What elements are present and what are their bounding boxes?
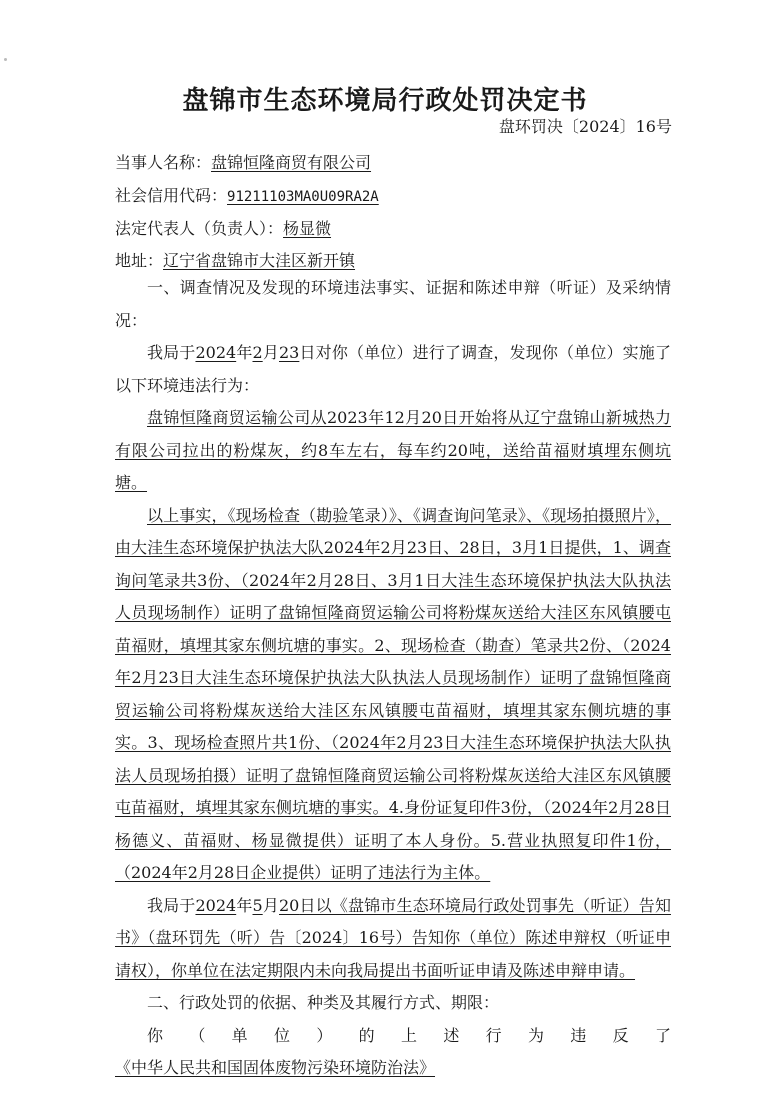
address-value: 辽宁省盘锦市大洼区新开镇 [163,251,356,270]
party-name-label: 当事人名称： [115,153,212,172]
document-body [115,272,671,1085]
address-label: 地址： [115,251,164,270]
credit-code-value: 91211103MA0U09RA2A [227,189,379,205]
legal-rep-row [115,216,331,239]
document-number: 盘环罚决〔2024〕16号 [498,117,672,136]
credit-code-row [115,183,379,206]
section1-paragraph-investigation: 我局于2024年2月23日对你（单位）进行了调查，发现你（单位）实施了以下环境违法行为： [115,343,671,395]
section1-paragraph-violation: 盘锦恒隆商贸运输公司从2023年12月20日开始将从辽宁盘锦山新城热力有限公司拉出的粉煤灰，约8车左右，每车约20吨，送给苗福财填埋东侧坑塘。 [115,408,671,492]
section2-paragraph-basis: 你（单位）的上述行为违反了《中华人民共和国固体废物污染环境防治法》 [115,1025,671,1077]
legal-rep-value: 杨显微 [283,219,332,238]
scan-speck [4,58,7,61]
section1-paragraph-evidence: 以上事实，《现场检查（勘验笔录）》、《调查询问笔录》、《现场拍摄照片》，由大洼生态环境保护执法大队2024年2月23日、28日，3月1日提供，1、调查询问笔录共3份、（2024年2月28日、3月1日大洼生态环境保护执法大队执法人员现场制作）证明了盘锦恒隆商贸运输公司将粉煤灰送给大洼区东风镇腰屯苗福财，填埋其家东侧坑塘的事实。2、现场检查（勘查）笔录共2份、（2024年2月23日大洼生态环境保护执法大队执法人员现场制作）证明了盘锦恒隆商贸运输公司将粉煤灰送给大洼区东风镇腰屯苗福财，填埋其家东侧坑塘的事实。3、现场检查照片共1份、（2024年2月23日大洼生态环境保护执法大队执法人员现场拍摄）证明了盘锦恒隆商贸运输公司将粉煤灰送给大洼区东风镇腰屯苗福财，填埋其家东侧坑塘的事实。4.身份证复印件3份，（2024年2月28日杨德义、苗福财、杨显微提供）证明了本人身份。5.营业执照复印件1份，（2024年2月28日企业提供）证明了违法行为主体。 [115,505,671,882]
section1-paragraph-notice: 我局于2024年5月20日以《盘锦市生态环境局行政处罚事先（听证）告知书》（盘环罚先（听）告〔2024〕16号）告知你（单位）陈述申辩权（听证申请权），你单位在法定期限内未向我局提出书面听证申请及陈述申辩申请。 [115,895,671,980]
legal-rep-label: 法定代表人（负责人）： [115,219,284,238]
section1-heading: 一、调查情况及发现的环境违法事实、证据和陈述申辩（听证）及采纳情况： [115,278,671,330]
document-title: 盘锦市生态环境局行政处罚决定书 [182,86,588,116]
section2-heading: 二、行政处罚的依据、种类及其履行方式、期限： [147,993,500,1012]
party-name-row [115,150,371,173]
address-row [115,248,355,271]
credit-code-label: 社会信用代码： [115,186,228,205]
party-name-value: 盘锦恒隆商贸有限公司 [211,153,372,172]
